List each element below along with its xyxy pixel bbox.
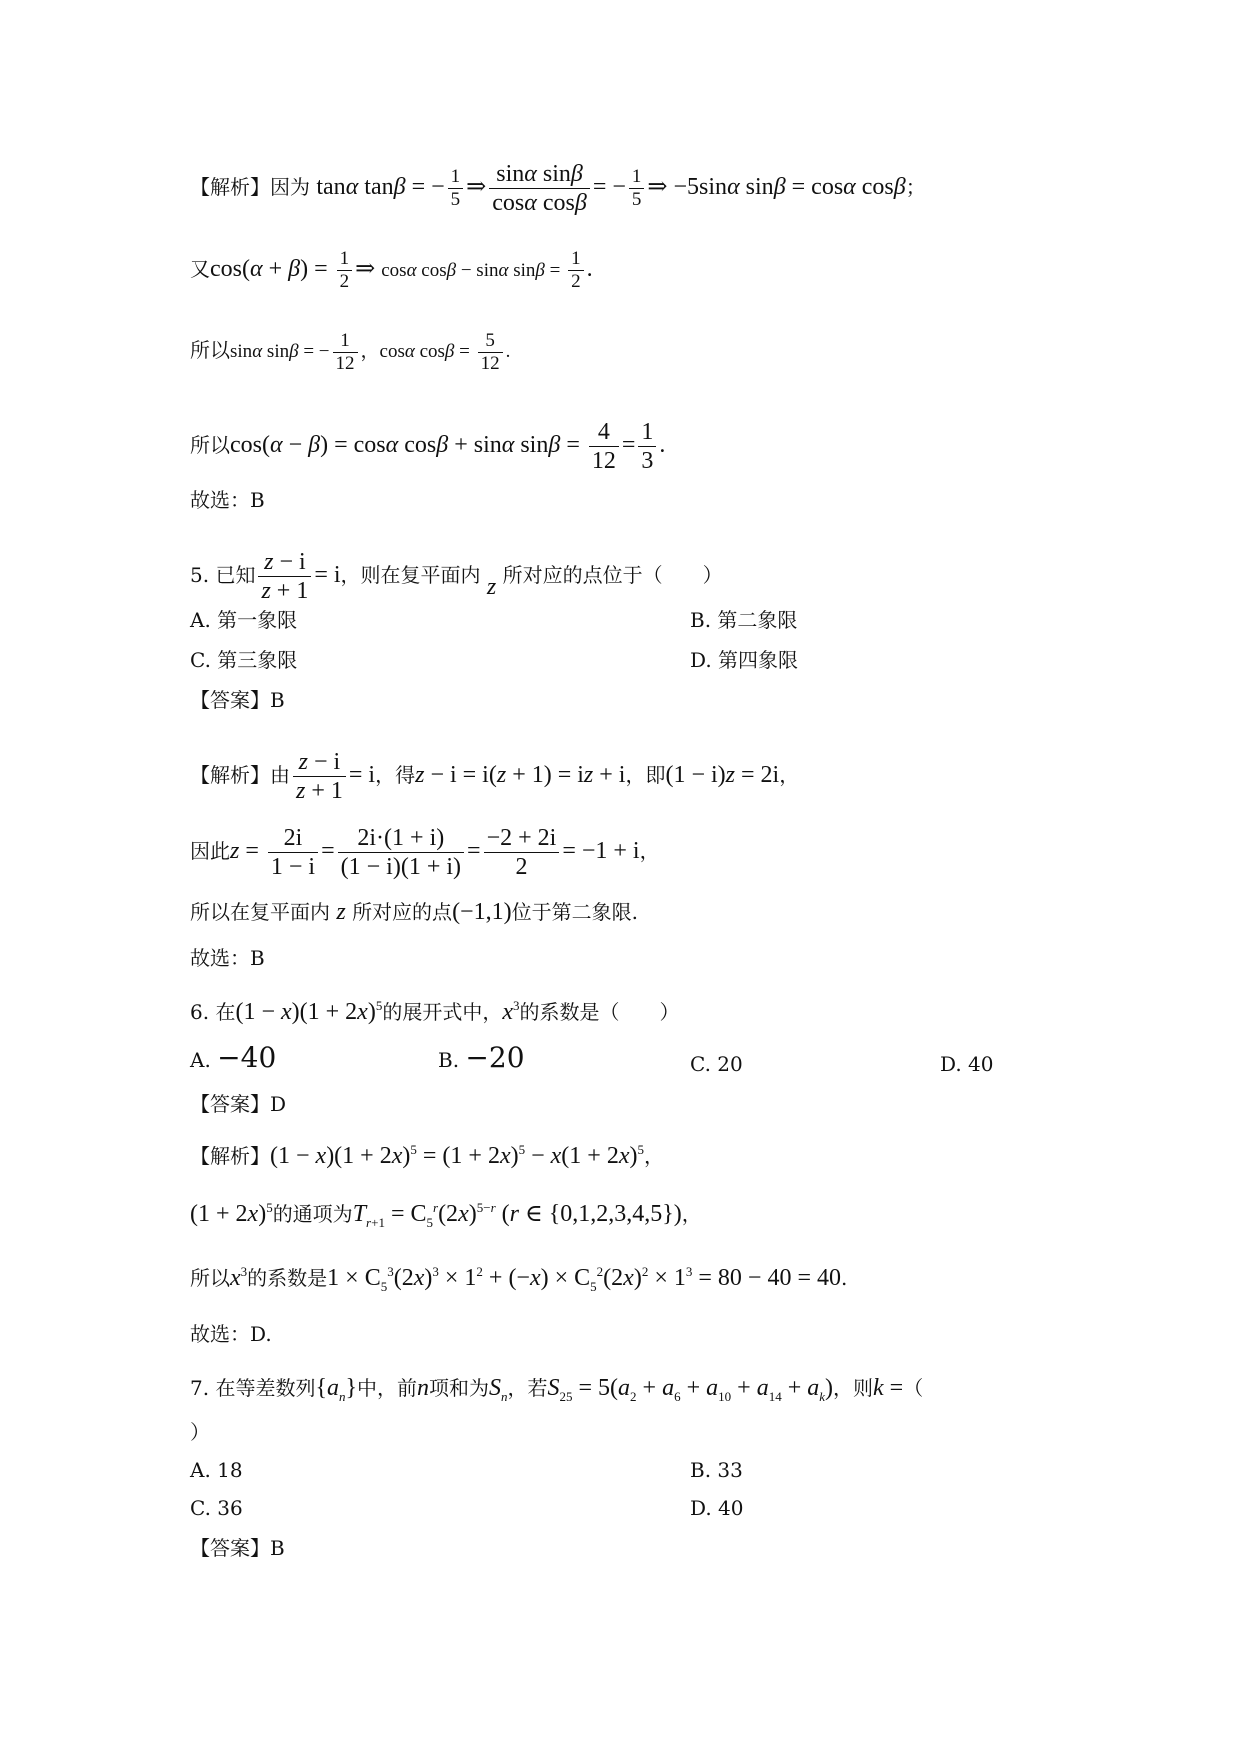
q5-option-a: A. 第一象限 <box>190 608 298 632</box>
q5-option-d: D. 第四象限 <box>690 648 799 672</box>
q5-choice: 故选：B <box>190 946 265 970</box>
formula-q5-solve: (1 − i)z = 2i <box>665 762 780 789</box>
choice-line: 故选：B <box>190 488 265 512</box>
question-7-stem: 7. 在等差数列$\{a_n\}$中，前n项和为$S_n$，若$S_{25} = 5(a_2 + a_6 + a_{10} + a_{14} + a_k)$，则k =（ <box>190 1375 924 1404</box>
q7-stem-close: ） <box>190 1420 210 1444</box>
formula-cos-sum: cos(α + β) = $\frac{1}{2}$ ⇒ cosα cosβ − sinα sinβ = $\frac{1}{2}$ . <box>210 248 593 292</box>
q6-choice: 故选：D. <box>190 1322 272 1346</box>
q7-answer: 【答案】B <box>190 1536 285 1560</box>
question-6-stem: 6. 在$(1 - x)(1 + 2x)^5$的展开式中，$x^3$的系数是（ ） <box>190 998 680 1025</box>
formula-q6-expr: $(1 - x)(1 + 2x)^5$ <box>235 998 383 1025</box>
formula-products: sinα sinβ = − $\frac{1}{12}$ ，cosα cosβ = $\frac{5}{12}$ . <box>230 330 511 374</box>
q5-analysis-line-1: 【解析】由 $\frac{z - i}{z + 1}$ = i，得z − i = i(z + 1) = iz + i，即(1 − i)z = 2i， <box>190 749 800 804</box>
formula-q5-z: z = $\frac{2i}{1 - i}$ = $\frac{2i\cdot(1 + i)}{(1 - i)(1 + i)}$ = $\frac{-2 + 2i}{2}$ = −1 + i <box>230 825 640 880</box>
q5-option-b: B. 第二象限 <box>690 608 798 632</box>
formula-tan-product: tanα tanβ = − $\frac{1}{5}$ ⇒ $\frac{\text{sinα sinβ}}{\text{cosα cosβ}}$ = − $\frac{1}{5}$ ⇒ −5sinα sinβ = cosα cosβ <box>316 161 906 216</box>
q5-prefix: 5. 已知 <box>190 563 256 588</box>
q7-option-b: B. 33 <box>690 1458 743 1482</box>
formula-q5-eq: $\frac{z - i}{z + 1}$ = i <box>290 762 375 788</box>
question-5-stem: 5. 已知 $\frac{z - i}{z + 1}$ = i，则在复平面内 z 所对应的点位于（ ） <box>190 549 723 604</box>
q6-option-a: A. −40 <box>190 1041 277 1074</box>
analysis-line-1: 【解析】因为 tanα tanβ = − $\frac{1}{5}$ ⇒ $\frac{\text{sinα sinβ}}{\text{cosα cosβ}}$ = − $\frac{1}{5}$ ⇒ −5sinα sinβ = cosα cosβ； <box>190 161 926 216</box>
formula-q6-split: $(1 - x)(1 + 2x)^5 = (1 + 2x)^5 - x(1 + 2x)^5$ <box>270 1142 644 1169</box>
formula-s25: $S_{25} = 5(a_2 + a_6 + a_{10} + a_{14} + a_k)$ <box>547 1375 834 1404</box>
q6-option-d: D. 40 <box>940 1052 994 1076</box>
analysis-line-3 <box>190 330 510 375</box>
text-so: 所以 <box>190 337 230 362</box>
text-because: 因为 <box>270 175 310 200</box>
q6-answer: 【答案】D <box>190 1092 287 1116</box>
text-so: 所以 <box>190 433 230 458</box>
formula-coefficient: $1 \times C_5^3(2x)^3 \times 1^2 + (-x) \times C_5^2(2x)^2 \times 1^3 = 80 - 40 = 40$ <box>327 1264 841 1294</box>
q6-analysis-line-3: 所以$x^3$的系数是$1 \times C_5^3(2x)^3 \times 1^2 + (-x) \times C_5^2(2x)^2 \times 1^3 = 80 - 40 = 40$. <box>190 1264 848 1294</box>
analysis-label: 【解析】 <box>190 175 270 200</box>
q5-option-c: C. 第三象限 <box>190 648 298 672</box>
q7-option-d: D. 40 <box>690 1496 744 1520</box>
q6-option-b: B. −20 <box>438 1041 525 1074</box>
q7-option-a: A. 18 <box>190 1458 243 1482</box>
analysis-line-2 <box>190 248 593 293</box>
analysis-line-4 <box>190 418 665 475</box>
formula-q5-expand: z − i = i(z + 1) = iz + i <box>415 762 626 789</box>
q6-analysis-line-2: $(1 + 2x)^5$的通项为$T_{r+1} = C_5^r(2x)^{5-r}$ (r ∈ {0,1,2,3,4,5})， <box>190 1200 702 1230</box>
var-z: z <box>486 574 497 601</box>
formula-general-term: $T_{r+1} = C_5^r(2x)^{5-r}$ (r ∈ {0,1,2,3,4,5}) <box>352 1200 682 1230</box>
formula-point: (−1,1) <box>452 899 512 925</box>
q5-answer: 【答案】B <box>190 688 285 712</box>
q6-option-c: C. 20 <box>690 1052 743 1076</box>
q6-analysis-line-1: 【解析】$(1 - x)(1 + 2x)^5 = (1 + 2x)^5 - x(1 + 2x)^5$， <box>190 1142 664 1169</box>
text-also: 又 <box>190 257 210 282</box>
q5-analysis-line-2: 因此z = $\frac{2i}{1 - i}$ = $\frac{2i\cdot(1 + i)}{(1 - i)(1 + i)}$ = $\frac{-2 + 2i}{2}$ = −1 + i， <box>190 825 660 880</box>
formula-cos-diff: cos(α − β) = cosα cosβ + sinα sinβ = $\frac{4}{12}$ = $\frac{1}{3}$ . <box>230 419 666 474</box>
formula-q5-condition: $\frac{z - i}{z + 1}$ = i <box>255 562 340 588</box>
formula-x3: $x^3$ <box>502 998 520 1025</box>
q7-option-c: C. 36 <box>190 1496 243 1520</box>
q5-analysis-line-3: 所以在复平面内 z 所对应的点(−1,1)位于第二象限. <box>190 899 638 925</box>
formula-sequence: $\{a_n\}$ <box>315 1375 358 1404</box>
